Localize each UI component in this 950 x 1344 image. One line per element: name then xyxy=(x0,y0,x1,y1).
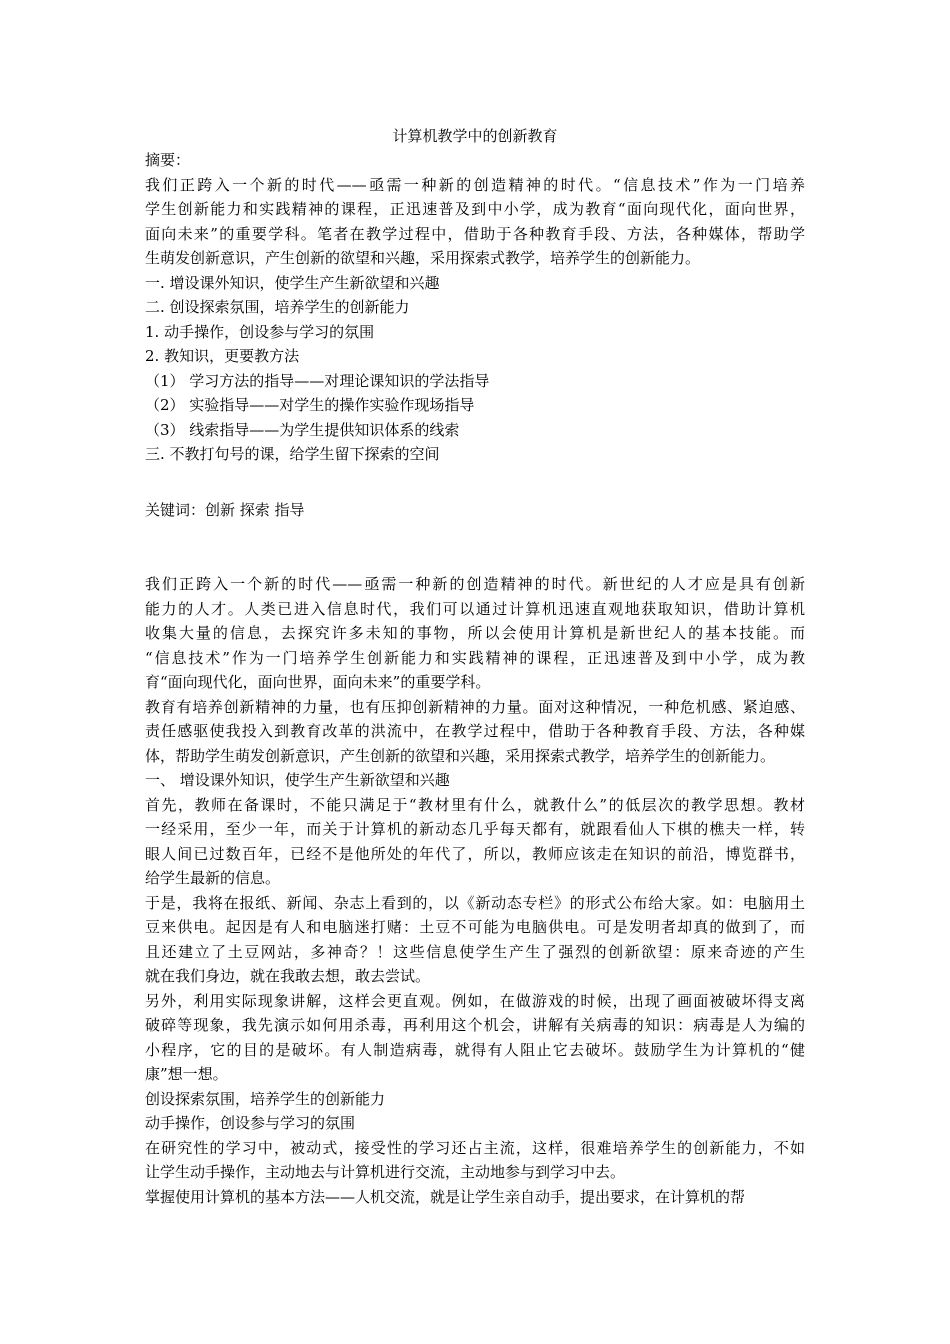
abstract-outline xyxy=(145,271,805,467)
body-paragraph xyxy=(145,1087,805,1112)
body-line: 于是，我将在报纸、新闻、杂志上看到的，以《新动态专栏》的形式公布给大家。如：电脑用土 xyxy=(145,893,805,912)
abstract-line: 面向未来”的重要学科。笔者在教学过程中，借助于各种教育手段、方法，各种媒体，帮助学 xyxy=(145,224,805,243)
abstract-line: 学生创新能力和实践精神的课程，正迅速普及到中小学，成为教育“面向现代化，面向世界， xyxy=(145,200,805,218)
outline-item: 一. 增设课外知识，使学生产生新欲望和兴趣 xyxy=(145,273,440,292)
abstract-section xyxy=(145,148,805,467)
body-line: “信息技术”作为一门培养学生创新能力和实践精神的课程，正迅速普及到中小学，成为教 xyxy=(145,648,805,667)
outline-item: （1） 学习方法的指导——对理论课知识的学法指导 xyxy=(145,371,490,390)
body-line: 在研究性的学习中，被动式，接受性的学习还占主流，这样，很难培养学生的创新能力，不如 xyxy=(145,1138,805,1157)
body-paragraph xyxy=(145,1136,805,1185)
body-line: 收集大量的信息，去探究许多未知的事物，所以会使用计算机是新世纪人的基本技能。而 xyxy=(145,624,805,642)
outline-item: （3） 线索指导——为学生提供知识体系的线索 xyxy=(145,420,460,439)
body-paragraph xyxy=(145,572,805,695)
outline-item: 二. 创设探索氛围，培养学生的创新能力 xyxy=(145,298,410,316)
body-line: 一经采用，至少一年，而关于计算机的新动态几乎每天都有，就跟看仙人下棋的樵夫一样，转 xyxy=(145,820,805,838)
body-paragraph xyxy=(145,1185,805,1210)
body-line: 小程序，它的目的是破坏。有人制造病毒，就得有人阻止它去破坏。鼓励学生为计算机的“健 xyxy=(145,1040,805,1059)
body-line: 给学生最新的信息。 xyxy=(145,869,281,887)
body-paragraph xyxy=(145,793,805,891)
body-line: 豆来供电。起因是有人和电脑迷打赌：土豆不可能为电脑供电。可是发明者却真的做到了，而 xyxy=(145,918,805,936)
body-line: 另外，利用实际现象讲解，这样会更直观。例如，在做游戏的时候，出现了画面被破坏得支离 xyxy=(145,991,805,1010)
body-line: 就在我们身边，就在我敢去想，敢去尝试。 xyxy=(145,967,431,985)
body-line: 让学生动手操作，主动地去与计算机进行交流，主动地参与到学习中去。 xyxy=(145,1163,626,1181)
abstract-line: 生萌发创新意识，产生创新的欲望和兴趣，采用探索式教学，培养学生的创新能力。 xyxy=(145,249,701,267)
body-line: 掌握使用计算机的基本方法——人机交流，就是让学生亲自动手，提出要求，在计算机的帮 xyxy=(145,1187,746,1206)
body-line: 教育有培养创新精神的力量，也有压抑创新精神的力量。面对这种情况，一种危机感、紧迫感、 xyxy=(145,697,805,716)
body-paragraph xyxy=(145,768,805,793)
body-line: 我们正跨入一个新的时代——亟需一种新的创造精神的时代。新世纪的人才应是具有创新 xyxy=(145,575,805,593)
body-text xyxy=(145,572,805,1209)
body-line: 责任感驱使我投入到教育改革的洪流中，在教学过程中，借助于各种教育手段、方法，各种媒 xyxy=(145,722,805,740)
body-line: 破碎等现象，我先演示如何用杀毒，再利用这个机会，讲解有关病毒的知识：病毒是人为编的 xyxy=(145,1016,805,1034)
outline-item: 1. 动手操作，创设参与学习的氛围 xyxy=(145,322,375,341)
body-line: 育“面向现代化，面向世界，面向未来”的重要学科。 xyxy=(145,673,491,691)
body-paragraph xyxy=(145,989,805,1087)
outline-item: （2） 实验指导——对学生的操作实验作现场指导 xyxy=(145,396,475,414)
keywords-section xyxy=(145,498,805,523)
document-title: 计算机教学中的创新教育 xyxy=(392,127,558,145)
body-line: 动手操作，创设参与学习的氛围 xyxy=(145,1114,356,1132)
abstract-line: 我们正跨入一个新的时代——亟需一种新的创造精神的时代。“信息技术”作为一门培养 xyxy=(145,175,805,194)
body-line: 且还建立了土豆网站，多神奇？！这些信息使学生产生了强烈的创新欲望：原来奇迹的产生 xyxy=(145,942,805,961)
body-paragraph xyxy=(145,891,805,989)
body-paragraph xyxy=(145,695,805,769)
outline-item: 三. 不教打句号的课，给学生留下探索的空间 xyxy=(145,445,440,463)
body-line: 能力的人才。人类已进入信息时代，我们可以通过计算机迅速直观地获取知识，借助计算机 xyxy=(145,599,805,618)
body-line: 创设探索氛围，培养学生的创新能力 xyxy=(145,1089,386,1108)
body-line: 康”想一想。 xyxy=(145,1065,228,1083)
abstract-label: 摘要： xyxy=(145,151,191,169)
keywords-line: 关键词：创新 探索 指导 xyxy=(145,501,305,519)
body-line: 眼人间已过数百年，已经不是他所处的年代了，所以，教师应该走在知识的前沿，博览群书， xyxy=(145,844,805,863)
body-line: 体，帮助学生萌发创新意识，产生创新的欲望和兴趣，采用探索式教学，培养学生的创新能力。 xyxy=(145,746,776,765)
outline-item: 2. 教知识，更要教方法 xyxy=(145,347,300,365)
abstract-paragraph xyxy=(145,173,805,271)
body-line: 首先，教师在备课时，不能只满足于“教材里有什么，就教什么”的低层次的教学思想。教材 xyxy=(145,795,805,814)
body-line: 一、 增设课外知识，使学生产生新欲望和兴趣 xyxy=(145,771,450,789)
body-paragraph xyxy=(145,1111,805,1136)
